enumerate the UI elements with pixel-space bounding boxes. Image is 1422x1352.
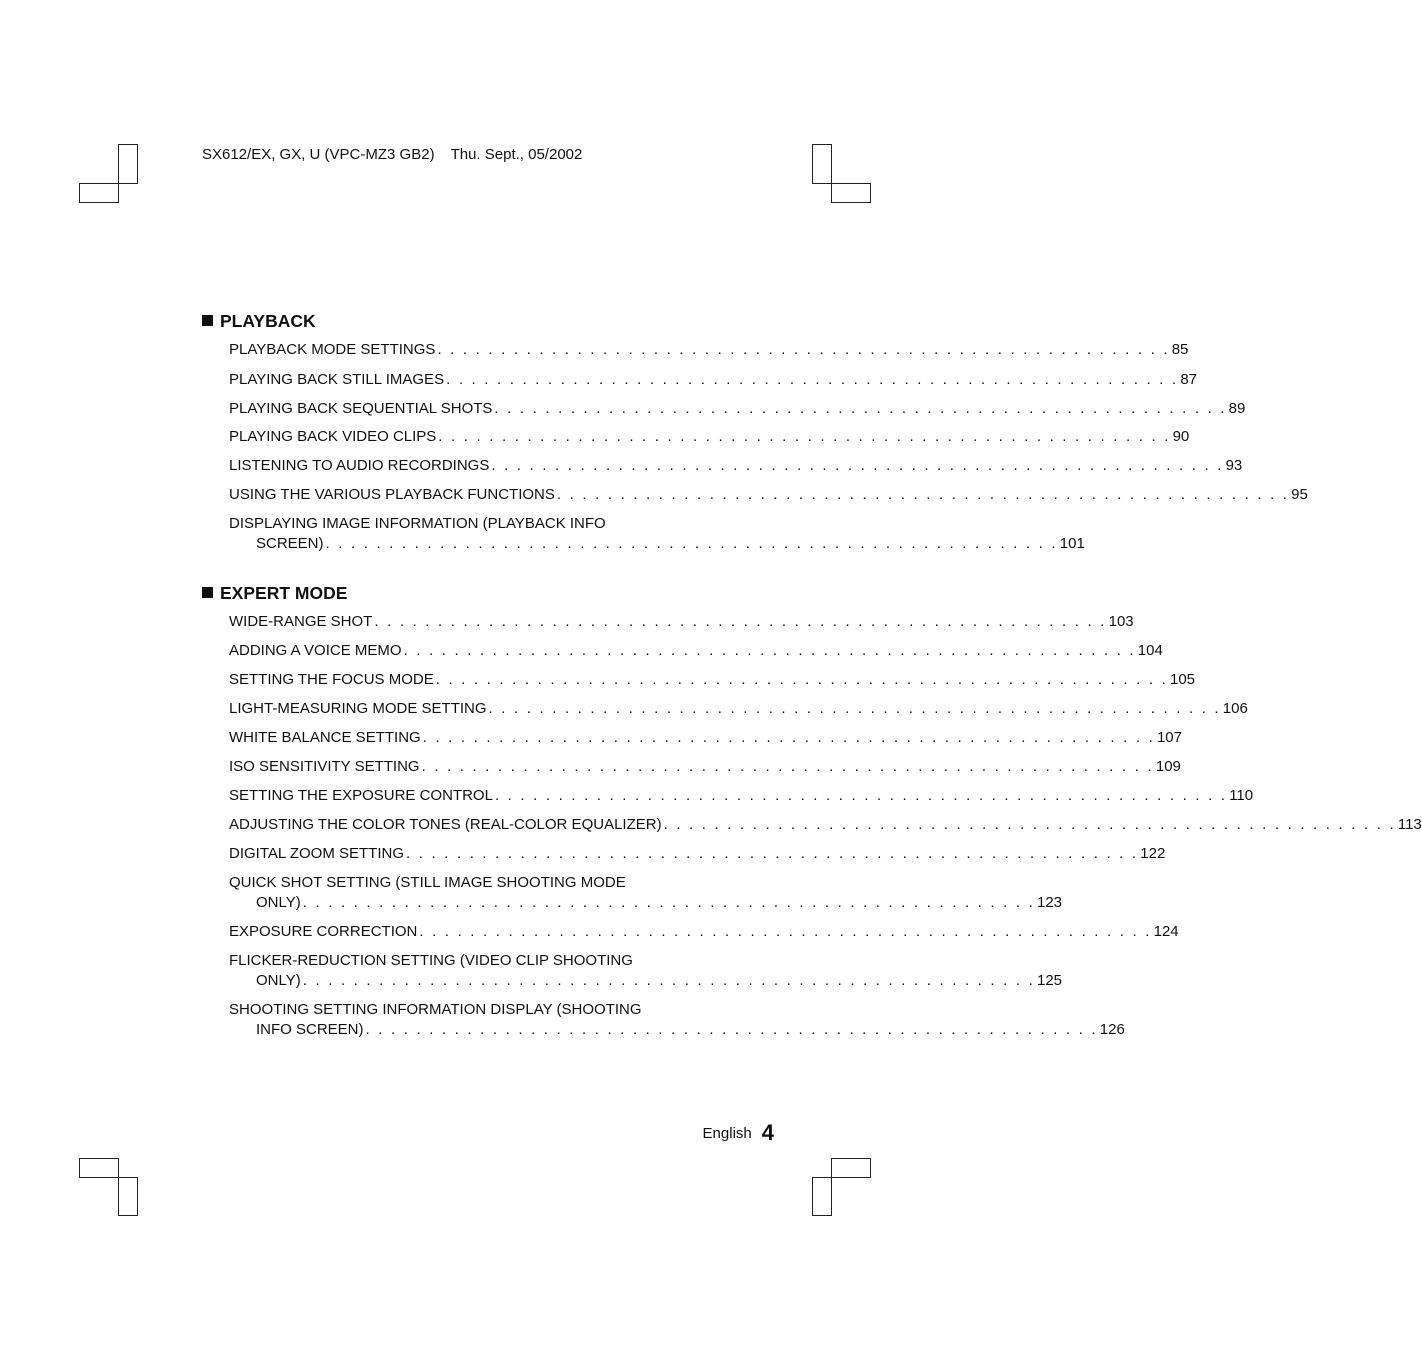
toc-entry[interactable] — [229, 699, 1248, 719]
dot-leader: . . . . . . . . . . . . . . . . . . . . . . . . . . . . . . . . . . . . . . . . . . . . . . . . . . . . . . . . . . — [435, 671, 1168, 688]
toc-entry-page: 90 — [1172, 428, 1190, 445]
toc-entry[interactable] — [229, 427, 1190, 447]
toc-entry[interactable] — [229, 1000, 1125, 1040]
toc-entry-title: SETTING THE FOCUS MODE — [229, 671, 434, 688]
section-heading-expert-mode: EXPERT MODE — [202, 581, 748, 605]
dot-leader: . . . . . . . . . . . . . . . . . . . . . . . . . . . . . . . . . . . . . . . . . . . . . . . . . . . . . . . . . . — [491, 457, 1224, 474]
toc-entry-title: WIDE-RANGE SHOT — [229, 613, 373, 630]
dot-leader: . . . . . . . . . . . . . . . . . . . . . . . . . . . . . . . . . . . . . . . . . . . . . . . . . . . . . . . . . . — [488, 700, 1221, 717]
dot-leader: . . . . . . . . . . . . . . . . . . . . . . . . . . . . . . . . . . . . . . . . . . . . . . . . . . . . . . . . . . — [419, 923, 1152, 940]
dot-leader: . . . . . . . . . . . . . . . . . . . . . . . . . . . . . . . . . . . . . . . . . . . . . . . . . . . . . . . . . . — [325, 535, 1058, 552]
toc-entry-title: ADDING A VOICE MEMO — [229, 642, 402, 659]
toc-entry-page: 109 — [1155, 758, 1181, 775]
crop-mark-bottom-right-vertical — [812, 1177, 832, 1216]
crop-mark-top-right-vertical — [812, 144, 832, 184]
toc-entry-title: PLAYING BACK SEQUENTIAL SHOTS — [229, 400, 493, 417]
toc-entry-page: 110 — [1229, 787, 1254, 804]
toc-entry-title: ADJUSTING THE COLOR TONES (REAL-COLOR EQUALIZER) — [229, 816, 662, 833]
dot-leader: . . . . . . . . . . . . . . . . . . . . . . . . . . . . . . . . . . . . . . . . . . . . . . . . . . . . . . . . . . — [422, 729, 1155, 746]
toc-entry[interactable] — [229, 485, 1308, 505]
crop-mark-top-left-horizontal — [79, 183, 119, 203]
toc-entry-title: DISPLAYING IMAGE INFORMATION (PLAYBACK INFO — [229, 515, 606, 532]
dot-leader: . . . . . . . . . . . . . . . . . . . . . . . . . . . . . . . . . . . . . . . . . . . . . . . . . . . . . . . . . . — [438, 428, 1171, 445]
toc-entry-page: 103 — [1108, 613, 1134, 630]
toc-entry-page: 105 — [1170, 671, 1196, 688]
footer-language: English — [702, 1125, 752, 1142]
crop-mark-bottom-right-horizontal — [831, 1158, 871, 1178]
square-bullet-icon — [202, 587, 213, 598]
toc-entry-page: 125 — [1037, 972, 1063, 989]
toc-entry-title: USING THE VARIOUS PLAYBACK FUNCTIONS — [229, 486, 555, 503]
dot-leader: . . . . . . . . . . . . . . . . . . . . . . . . . . . . . . . . . . . . . . . . . . . . . . . . . . . . . . . . . . — [421, 758, 1154, 775]
section-playback — [202, 309, 1308, 559]
dot-leader: . . . . . . . . . . . . . . . . . . . . . . . . . . . . . . . . . . . . . . . . . . . . . . . . . . . . . . . . . . — [302, 972, 1035, 989]
toc-entry[interactable] — [229, 728, 1182, 748]
toc-entry-page: 95 — [1291, 486, 1308, 503]
toc-entry[interactable] — [229, 815, 1422, 835]
toc-entry[interactable] — [229, 514, 1085, 554]
toc-entry-title: SETTING THE EXPOSURE CONTROL — [229, 787, 493, 804]
toc-entry[interactable] — [229, 873, 1063, 913]
toc-entry[interactable] — [229, 456, 1243, 476]
page-number: 4 — [761, 1120, 774, 1145]
dot-leader: . . . . . . . . . . . . . . . . . . . . . . . . . . . . . . . . . . . . . . . . . . . . . . . . . . . . . . . . . . — [556, 486, 1290, 503]
toc-entry-title-continued: INFO SCREEN) — [256, 1021, 364, 1038]
toc-entry-page: 122 — [1140, 845, 1166, 862]
dot-leader: . . . . . . . . . . . . . . . . . . . . . . . . . . . . . . . . . . . . . . . . . . . . . . . . . . . . . . . . . . — [494, 400, 1227, 417]
toc-entry-title: WHITE BALANCE SETTING — [229, 729, 421, 746]
toc-entry[interactable] — [229, 612, 1134, 632]
toc-entry-title-continued: ONLY) — [256, 894, 301, 911]
toc-entry-title: LISTENING TO AUDIO RECORDINGS — [229, 457, 490, 474]
toc-entry-page: 93 — [1225, 457, 1243, 474]
toc-entry[interactable] — [229, 641, 1163, 661]
toc-entry-title: DIGITAL ZOOM SETTING — [229, 845, 405, 862]
toc-entry-page: 107 — [1156, 729, 1182, 746]
toc-entry[interactable] — [229, 370, 1198, 390]
crop-mark-bottom-left-horizontal — [79, 1158, 119, 1178]
toc-entry[interactable] — [229, 844, 1166, 864]
toc-entry-page: 85 — [1171, 341, 1189, 358]
toc-entry-title: PLAYBACK MODE SETTINGS — [229, 341, 436, 358]
toc-entry-title: SHOOTING SETTING INFORMATION DISPLAY (SHOOTING — [229, 1001, 642, 1018]
toc-entry[interactable] — [229, 340, 1189, 360]
crop-mark-top-right-horizontal — [831, 183, 871, 203]
toc-entry-title: PLAYING BACK STILL IMAGES — [229, 371, 445, 388]
toc-entry[interactable] — [229, 399, 1246, 419]
toc-entry-page: 123 — [1037, 894, 1063, 911]
toc-entry-page: 87 — [1180, 371, 1198, 388]
toc-entry-page: 126 — [1099, 1021, 1125, 1038]
toc-entry-page: 89 — [1228, 400, 1246, 417]
toc-entry-title: EXPOSURE CORRECTION — [229, 923, 418, 940]
toc-entry-title: LIGHT-MEASURING MODE SETTING — [229, 700, 487, 717]
dot-leader: . . . . . . . . . . . . . . . . . . . . . . . . . . . . . . . . . . . . . . . . . . . . . . . . . . . . . . . . . . — [437, 341, 1170, 358]
toc-entry-title-continued: SCREEN) — [256, 535, 324, 552]
dot-leader: . . . . . . . . . . . . . . . . . . . . . . . . . . . . . . . . . . . . . . . . . . . . . . . . . . . . . . . . . . — [494, 787, 1228, 804]
toc-entry[interactable] — [229, 670, 1196, 690]
toc-entry[interactable] — [229, 922, 1179, 942]
header-model: SX612/EX, GX, U (VPC-MZ3 GB2) — [202, 146, 435, 163]
toc-entry-page: 106 — [1222, 700, 1248, 717]
dot-leader: . . . . . . . . . . . . . . . . . . . . . . . . . . . . . . . . . . . . . . . . . . . . . . . . . . . . . . . . . . — [302, 894, 1035, 911]
dot-leader: . . . . . . . . . . . . . . . . . . . . . . . . . . . . . . . . . . . . . . . . . . . . . . . . . . . . . . . . . . — [365, 1021, 1098, 1038]
toc-entry-title: ISO SENSITIVITY SETTING — [229, 758, 420, 775]
toc-entry-title: FLICKER-REDUCTION SETTING (VIDEO CLIP SHOOTING — [229, 952, 633, 969]
toc-entry[interactable] — [229, 757, 1181, 777]
dot-leader: . . . . . . . . . . . . . . . . . . . . . . . . . . . . . . . . . . . . . . . . . . . . . . . . . . . . . . . . . . — [374, 613, 1107, 630]
crop-mark-bottom-left-vertical — [118, 1177, 138, 1216]
dot-leader: . . . . . . . . . . . . . . . . . . . . . . . . . . . . . . . . . . . . . . . . . . . . . . . . . . . . . . . . . . — [403, 642, 1136, 659]
crop-mark-top-left-vertical — [118, 144, 138, 184]
toc-entry-title: PLAYING BACK VIDEO CLIPS — [229, 428, 437, 445]
dot-leader: . . . . . . . . . . . . . . . . . . . . . . . . . . . . . . . . . . . . . . . . . . . . . . . . . . . . . . . . . . — [406, 845, 1139, 862]
dot-leader: . . . . . . . . . . . . . . . . . . . . . . . . . . . . . . . . . . . . . . . . . . . . . . . . . . . . . . . . . . — [663, 816, 1396, 833]
toc-entry[interactable] — [229, 951, 1063, 991]
header-date: Thu. Sept., 05/2002 — [450, 146, 583, 163]
dot-leader: . . . . . . . . . . . . . . . . . . . . . . . . . . . . . . . . . . . . . . . . . . . . . . . . . . . . . . . . . . — [446, 371, 1179, 388]
toc-entry-page: 113 — [1397, 816, 1422, 833]
toc-entry-page: 104 — [1137, 642, 1163, 659]
section-heading-playback: PLAYBACK — [202, 309, 748, 333]
toc-entry-title: QUICK SHOT SETTING (STILL IMAGE SHOOTING MODE — [229, 874, 626, 891]
toc-entry-page: 101 — [1059, 535, 1085, 552]
section-expert-mode — [202, 581, 1422, 1051]
toc-entry-page: 124 — [1153, 923, 1179, 940]
square-bullet-icon — [202, 315, 213, 326]
toc-entry[interactable] — [229, 786, 1254, 806]
document-header — [202, 146, 582, 163]
page-footer — [703, 1120, 774, 1146]
toc-entry-title-continued: ONLY) — [256, 972, 301, 989]
